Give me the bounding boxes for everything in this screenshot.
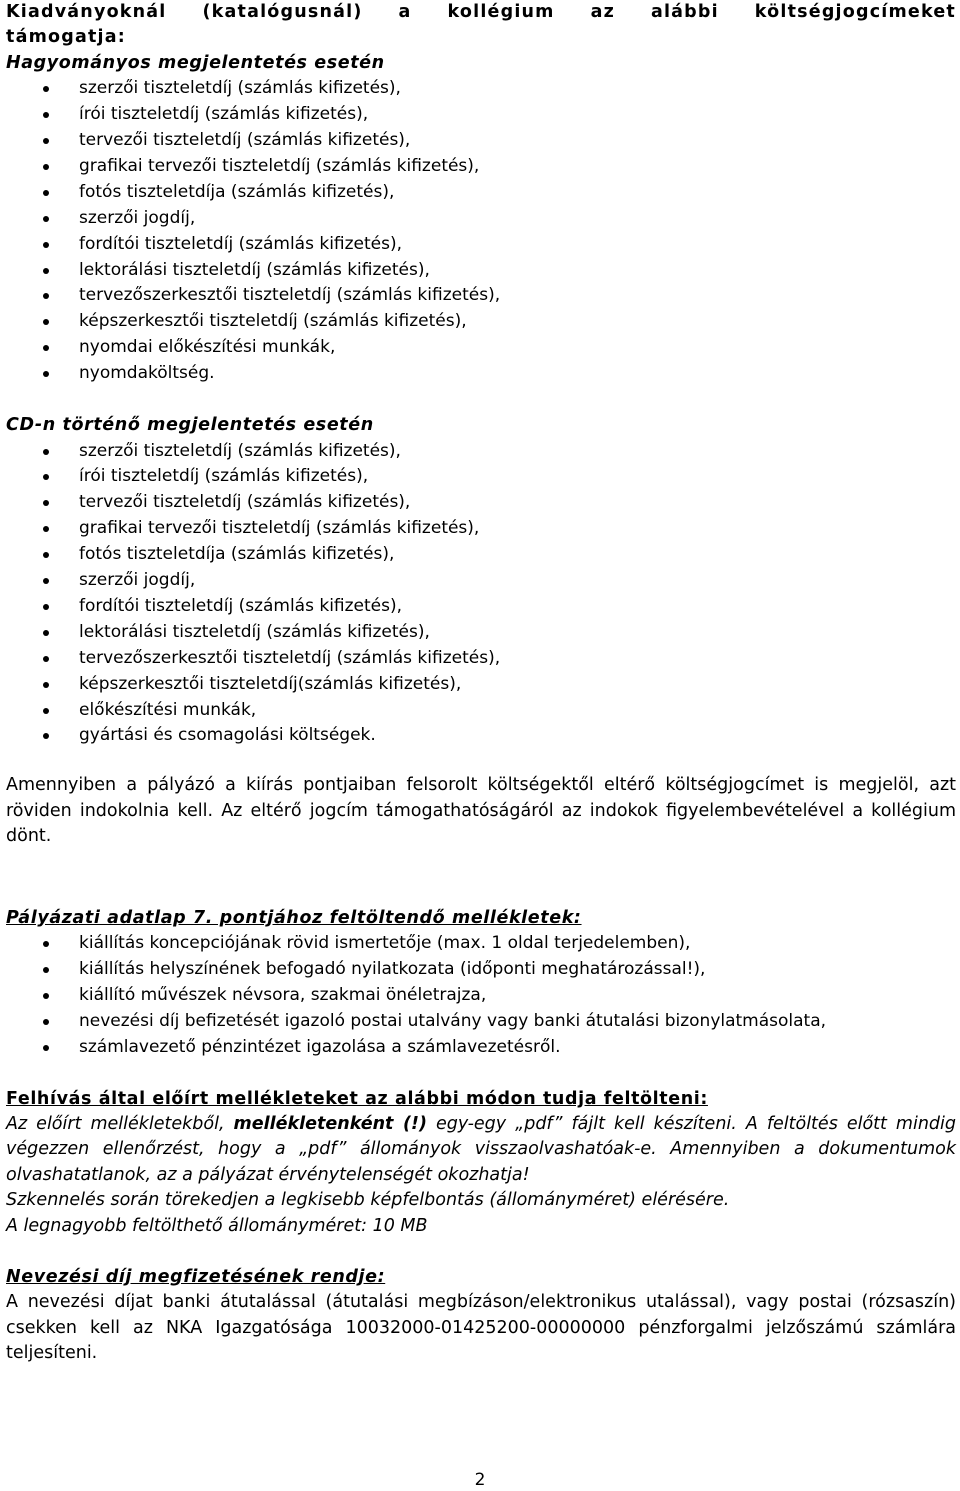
intro-heading-line-1: Kiadványoknál (katalógusnál) a kollégium az alábbi költségjogcímeket xyxy=(6,2,956,22)
list-item: képszerkesztői tiszteletdíj (számlás kifizetés), xyxy=(6,309,956,335)
fee-text: A nevezési díjat banki átutalással (átutalási megbízáson/elektronikus utalással), vagy postai (rózsaszín) csekken kell az NKA Igazgatósága 10032000-01425200-00000000 pénzforgalmi jelzőszámú számlára teljesíteni. xyxy=(6,1292,956,1364)
list-item: tervezőszerkesztői tiszteletdíj (számlás kifizetés), xyxy=(6,283,956,309)
list-item: fotós tiszteletdíja (számlás kifizetés), xyxy=(6,542,956,568)
upload-title: Felhívás által előírt mellékleteket az alábbi módon tudja feltölteni: xyxy=(6,1088,708,1109)
bullet-icon xyxy=(43,474,49,480)
bullet-icon xyxy=(43,1045,49,1051)
bullet-icon xyxy=(43,449,49,455)
list-item: lektorálási tiszteletdíj (számlás kifizetés), xyxy=(6,620,956,646)
fee-title: Nevezési díj megfizetésének rendje: xyxy=(6,1266,386,1287)
bullet-icon xyxy=(43,138,49,144)
list-item: fordítói tiszteletdíj (számlás kifizetés), xyxy=(6,232,956,258)
bullet-icon xyxy=(43,112,49,118)
bullet-icon xyxy=(43,86,49,92)
list-item: kiállító művészek névsora, szakmai önéletrajza, xyxy=(6,983,956,1009)
list-item: grafikai tervezői tiszteletdíj (számlás kifizetés), xyxy=(6,516,956,542)
print-section-title: Hagyományos megjelentetés esetén xyxy=(6,52,385,73)
list-item: nevezési díj befizetését igazoló postai utalvány vagy banki átutalási bizonylatmásolata, xyxy=(6,1009,956,1035)
document-page xyxy=(6,0,956,1367)
bullet-icon xyxy=(43,500,49,506)
list-item: nyomdaköltség. xyxy=(6,361,956,387)
list-item: szerzői jogdíj, xyxy=(6,568,956,594)
bullet-icon xyxy=(43,708,49,714)
upload-instructions: Az előírt mellékletekből, mellékletenként (!) egy-egy „pdf” fájlt kell készíteni. A feltöltés előtt mindig végezzen ellenőrzést, hogy a „pdf” állományok visszaolvashatóak-e. Amennyiben a dokumentumok olvashatatlanok, az a pályázat érvénytelenségét okozhatja! xyxy=(6,1113,956,1185)
cd-cost-list xyxy=(6,439,956,750)
bullet-icon xyxy=(43,682,49,688)
list-item: tervezői tiszteletdíj (számlás kifizetés), xyxy=(6,490,956,516)
bullet-icon xyxy=(43,993,49,999)
list-item: képszerkesztői tiszteletdíj(számlás kifizetés), xyxy=(6,672,956,698)
list-item: szerzői tiszteletdíj (számlás kifizetés), xyxy=(6,439,956,465)
note-paragraph: Amennyiben a pályázó a kiírás pontjaiban felsorolt költségektől eltérő költségjogcímet is megjelöl, azt röviden indokolnia kell. Az eltérő jogcím támogathatóságáról az indokok figyelembevételével a kollégium dönt. xyxy=(6,775,956,847)
bullet-icon xyxy=(43,164,49,170)
list-item: grafikai tervezői tiszteletdíj (számlás kifizetés), xyxy=(6,154,956,180)
list-item: írói tiszteletdíj (számlás kifizetés), xyxy=(6,102,956,128)
list-item: lektorálási tiszteletdíj (számlás kifizetés), xyxy=(6,258,956,284)
list-item: írói tiszteletdíj (számlás kifizetés), xyxy=(6,464,956,490)
list-item: szerzői jogdíj, xyxy=(6,206,956,232)
list-item: előkészítési munkák, xyxy=(6,698,956,724)
bullet-icon xyxy=(43,526,49,532)
list-item: nyomdai előkészítési munkák, xyxy=(6,335,956,361)
bullet-icon xyxy=(43,941,49,947)
list-item: fotós tiszteletdíja (számlás kifizetés), xyxy=(6,180,956,206)
bullet-icon xyxy=(43,268,49,274)
print-cost-list xyxy=(6,76,956,387)
bullet-icon xyxy=(43,371,49,377)
bullet-icon xyxy=(43,345,49,351)
bullet-icon xyxy=(43,1019,49,1025)
bullet-icon xyxy=(43,242,49,248)
list-item: tervezőszerkesztői tiszteletdíj (számlás kifizetés), xyxy=(6,646,956,672)
cd-section-title: CD-n történő megjelentetés esetén xyxy=(6,415,374,436)
list-item: tervezői tiszteletdíj (számlás kifizetés), xyxy=(6,128,956,154)
bullet-icon xyxy=(43,552,49,558)
page-number: 2 xyxy=(474,1470,486,1490)
list-item: kiállítás helyszínének befogadó nyilatkozata (időponti meghatározással!), xyxy=(6,957,956,983)
bullet-icon xyxy=(43,293,49,299)
list-item: fordítói tiszteletdíj (számlás kifizetés), xyxy=(6,594,956,620)
list-item: számlavezető pénzintézet igazolása a számlavezetésről. xyxy=(6,1035,956,1061)
bullet-icon xyxy=(43,190,49,196)
bullet-icon xyxy=(43,630,49,636)
bullet-icon xyxy=(43,733,49,739)
attachments-list xyxy=(6,931,956,1061)
scanning-note: Szkennelés során törekedjen a legkisebb képfelbontás (állományméret) elérésére. xyxy=(6,1190,730,1211)
bullet-icon xyxy=(43,578,49,584)
bullet-icon xyxy=(43,319,49,325)
list-item: kiállítás koncepciójának rövid ismertetője (max. 1 oldal terjedelemben), xyxy=(6,931,956,957)
bullet-icon xyxy=(43,656,49,662)
list-item: szerzői tiszteletdíj (számlás kifizetés), xyxy=(6,76,956,102)
list-item: gyártási és csomagolási költségek. xyxy=(6,723,956,749)
attachments-title: Pályázati adatlap 7. pontjához feltöltendő mellékletek: xyxy=(6,907,582,928)
intro-heading-line-2: támogatja: xyxy=(6,27,126,48)
max-file-size: A legnagyobb feltölthető állományméret: 10 MB xyxy=(6,1215,428,1236)
bullet-icon xyxy=(43,604,49,610)
bullet-icon xyxy=(43,967,49,973)
bullet-icon xyxy=(43,216,49,222)
